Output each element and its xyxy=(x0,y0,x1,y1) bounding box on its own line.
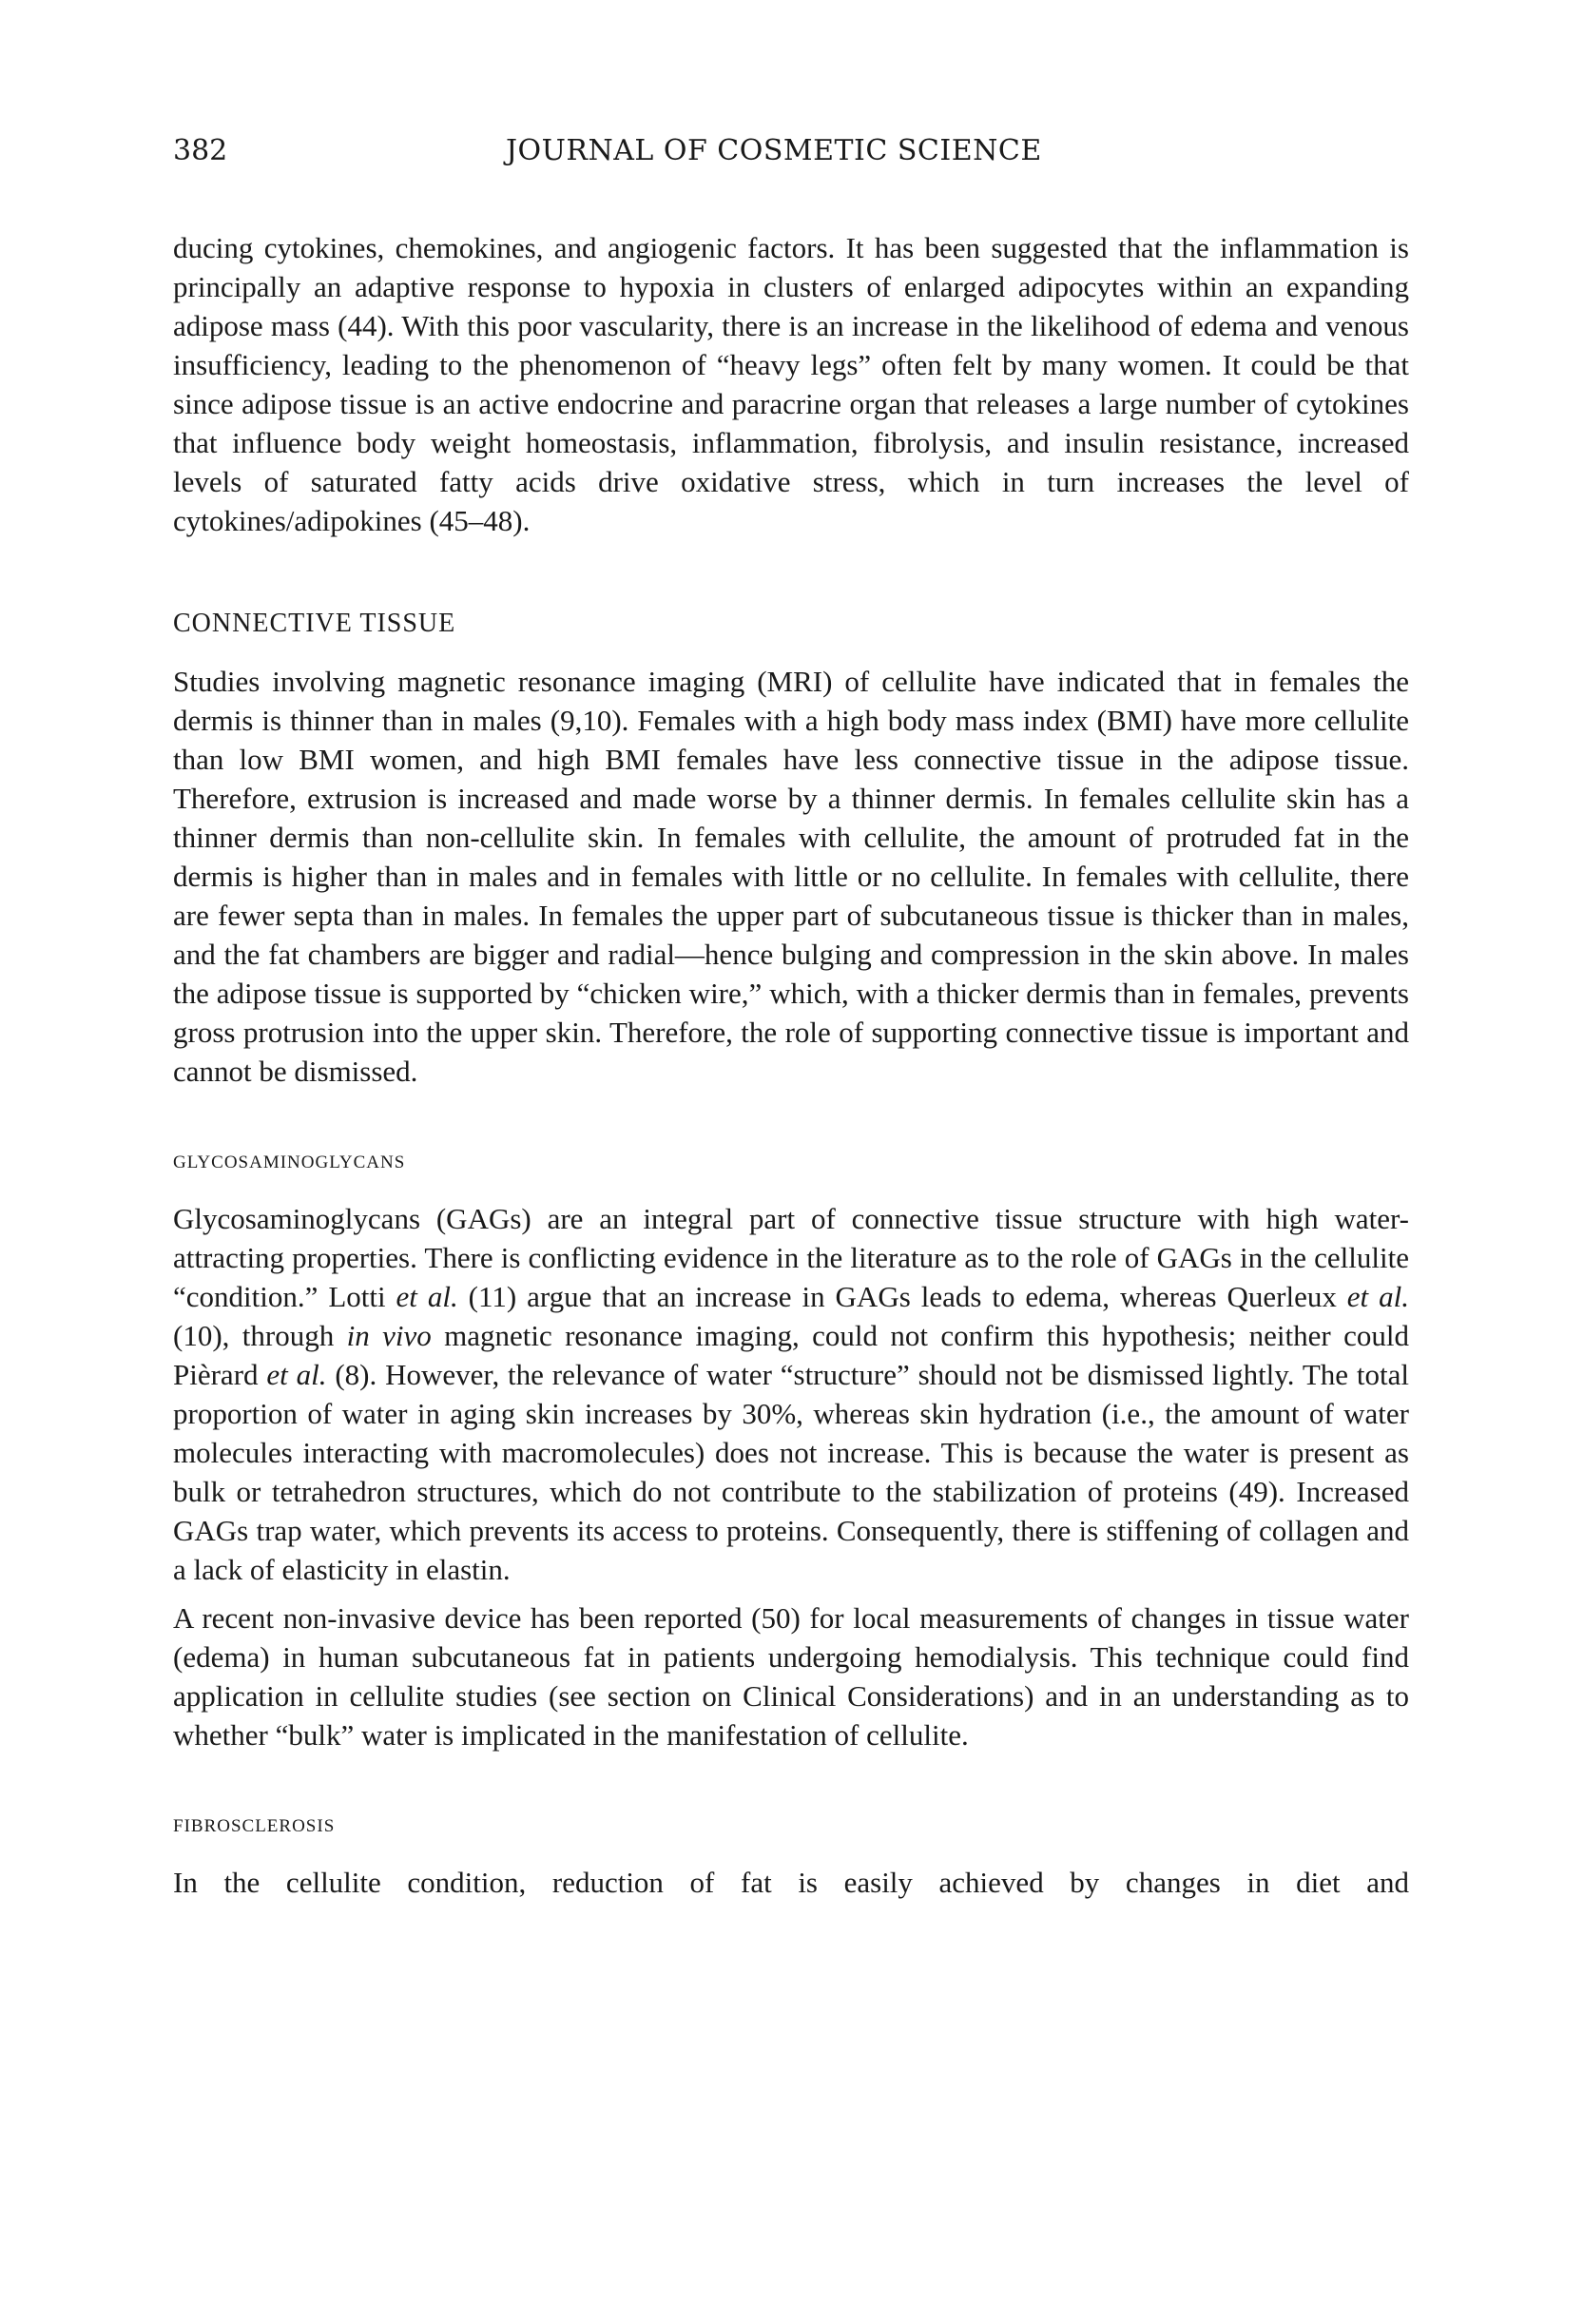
text-run: magnetic resonance imaging, could not confirm this hypothesis; neither could Pièrard xyxy=(173,1319,1409,1391)
italic-et-al: et al. xyxy=(266,1358,327,1391)
text-run: Glycosaminoglycans (GAGs) are an integral part of connective tissue structure with high water-attracting properties. There is conflicting evidence in the literature as to the role of GAGs in the cellulite “condition.” Lotti xyxy=(173,1202,1409,1313)
article-body xyxy=(173,228,1409,1902)
italic-et-al: et al. xyxy=(396,1280,458,1313)
page-header xyxy=(173,127,1409,175)
page-number: 382 xyxy=(173,134,228,167)
italic-in-vivo: in vivo xyxy=(346,1319,432,1352)
section-heading-connective-tissue: CONNECTIVE TISSUE xyxy=(173,609,456,638)
journal-title: JOURNAL OF COSMETIC SCIENCE xyxy=(506,134,1042,167)
text-run: (11) argue that an increase in GAGs leads to edema, whereas Querleux xyxy=(457,1280,1347,1313)
paragraph-connective-tissue: Studies involving magnetic resonance imaging (MRI) of cellulite have indicated that in females the dermis is thinner than in males (9,10). Females with a high body mass index (BMI) have more cellulite than low BMI women, and high BMI females have less connective tissue in the adipose tissue. Therefore, extrusion is increased and made worse by a thinner dermis. In females cellulite skin has a thinner dermis than non-cellulite skin. In females with cellulite, the amount of protruded fat in the dermis is higher than in males and in females with little or no cellulite. In females with cellulite, there are fewer septa than in males. In females the upper part of subcutaneous tissue is thicker than in males, and the fat chambers are bigger and radial—hence bulging and compression in the skin above. In males the adipose tissue is supported by “chicken wire,” which, with a thicker dermis than in females, prevents gross protrusion into the upper skin. Therefore, the role of supporting connective tissue is important and cannot be dismissed. xyxy=(173,665,1409,1088)
paragraph-non-invasive-device: A recent non-invasive device has been reported (50) for local measurements of changes in tissue water (edema) in human subcutaneous fat in patients undergoing hemodialysis. This technique could find application in cellulite studies (see section on Clinical Considerations) and in an understanding as to whether “bulk” water is implicated in the manifestation of cellulite. xyxy=(173,1601,1409,1752)
italic-et-al: et al. xyxy=(1346,1280,1409,1313)
text-run: (10), through xyxy=(173,1319,347,1352)
paragraph-glycosaminoglycans xyxy=(173,1199,1409,1589)
paragraph-inflammation: ducing cytokines, chemokines, and angiogenic factors. It has been suggested that the inflammation is principally an adaptive response to hypoxia in clusters of enlarged adipocytes within an expanding adipose mass (44). With this poor vascularity, there is an increase in the likelihood of edema and venous insufficiency, leading to the phenomenon of “heavy legs” often felt by many women. It could be that since adipose tissue is an active endocrine and paracrine organ that releases a large number of cytokines that influence body weight homeostasis, inflammation, fibrolysis, and insulin resistance, increased levels of saturated fatty acids drive oxidative stress, which in turn increases the level of cytokines/adipokines (45–48). xyxy=(173,231,1409,537)
subsection-heading-fibrosclerosis: FIBROSCLEROSIS xyxy=(173,1816,336,1836)
subsection-heading-glycosaminoglycans: GLYCOSAMINOGLYCANS xyxy=(173,1152,406,1172)
paragraph-fibrosclerosis: In the cellulite condition, reduction of fat is easily achieved by changes in diet and xyxy=(173,1866,1409,1899)
text-run: (8). However, the relevance of water “structure” should not be dismissed lightly. The total proportion of water in aging skin increases by 30%, whereas skin hydration (i.e., the amount of water molecules interacting with macromolecules) does not increase. This is because the water is present as bulk or tetrahedron structures, which do not contribute to the stabilization of proteins (49). Increased GAGs trap water, which prevents its access to proteins. Consequently, there is stiffening of collagen and a lack of elasticity in elastin. xyxy=(173,1358,1409,1586)
